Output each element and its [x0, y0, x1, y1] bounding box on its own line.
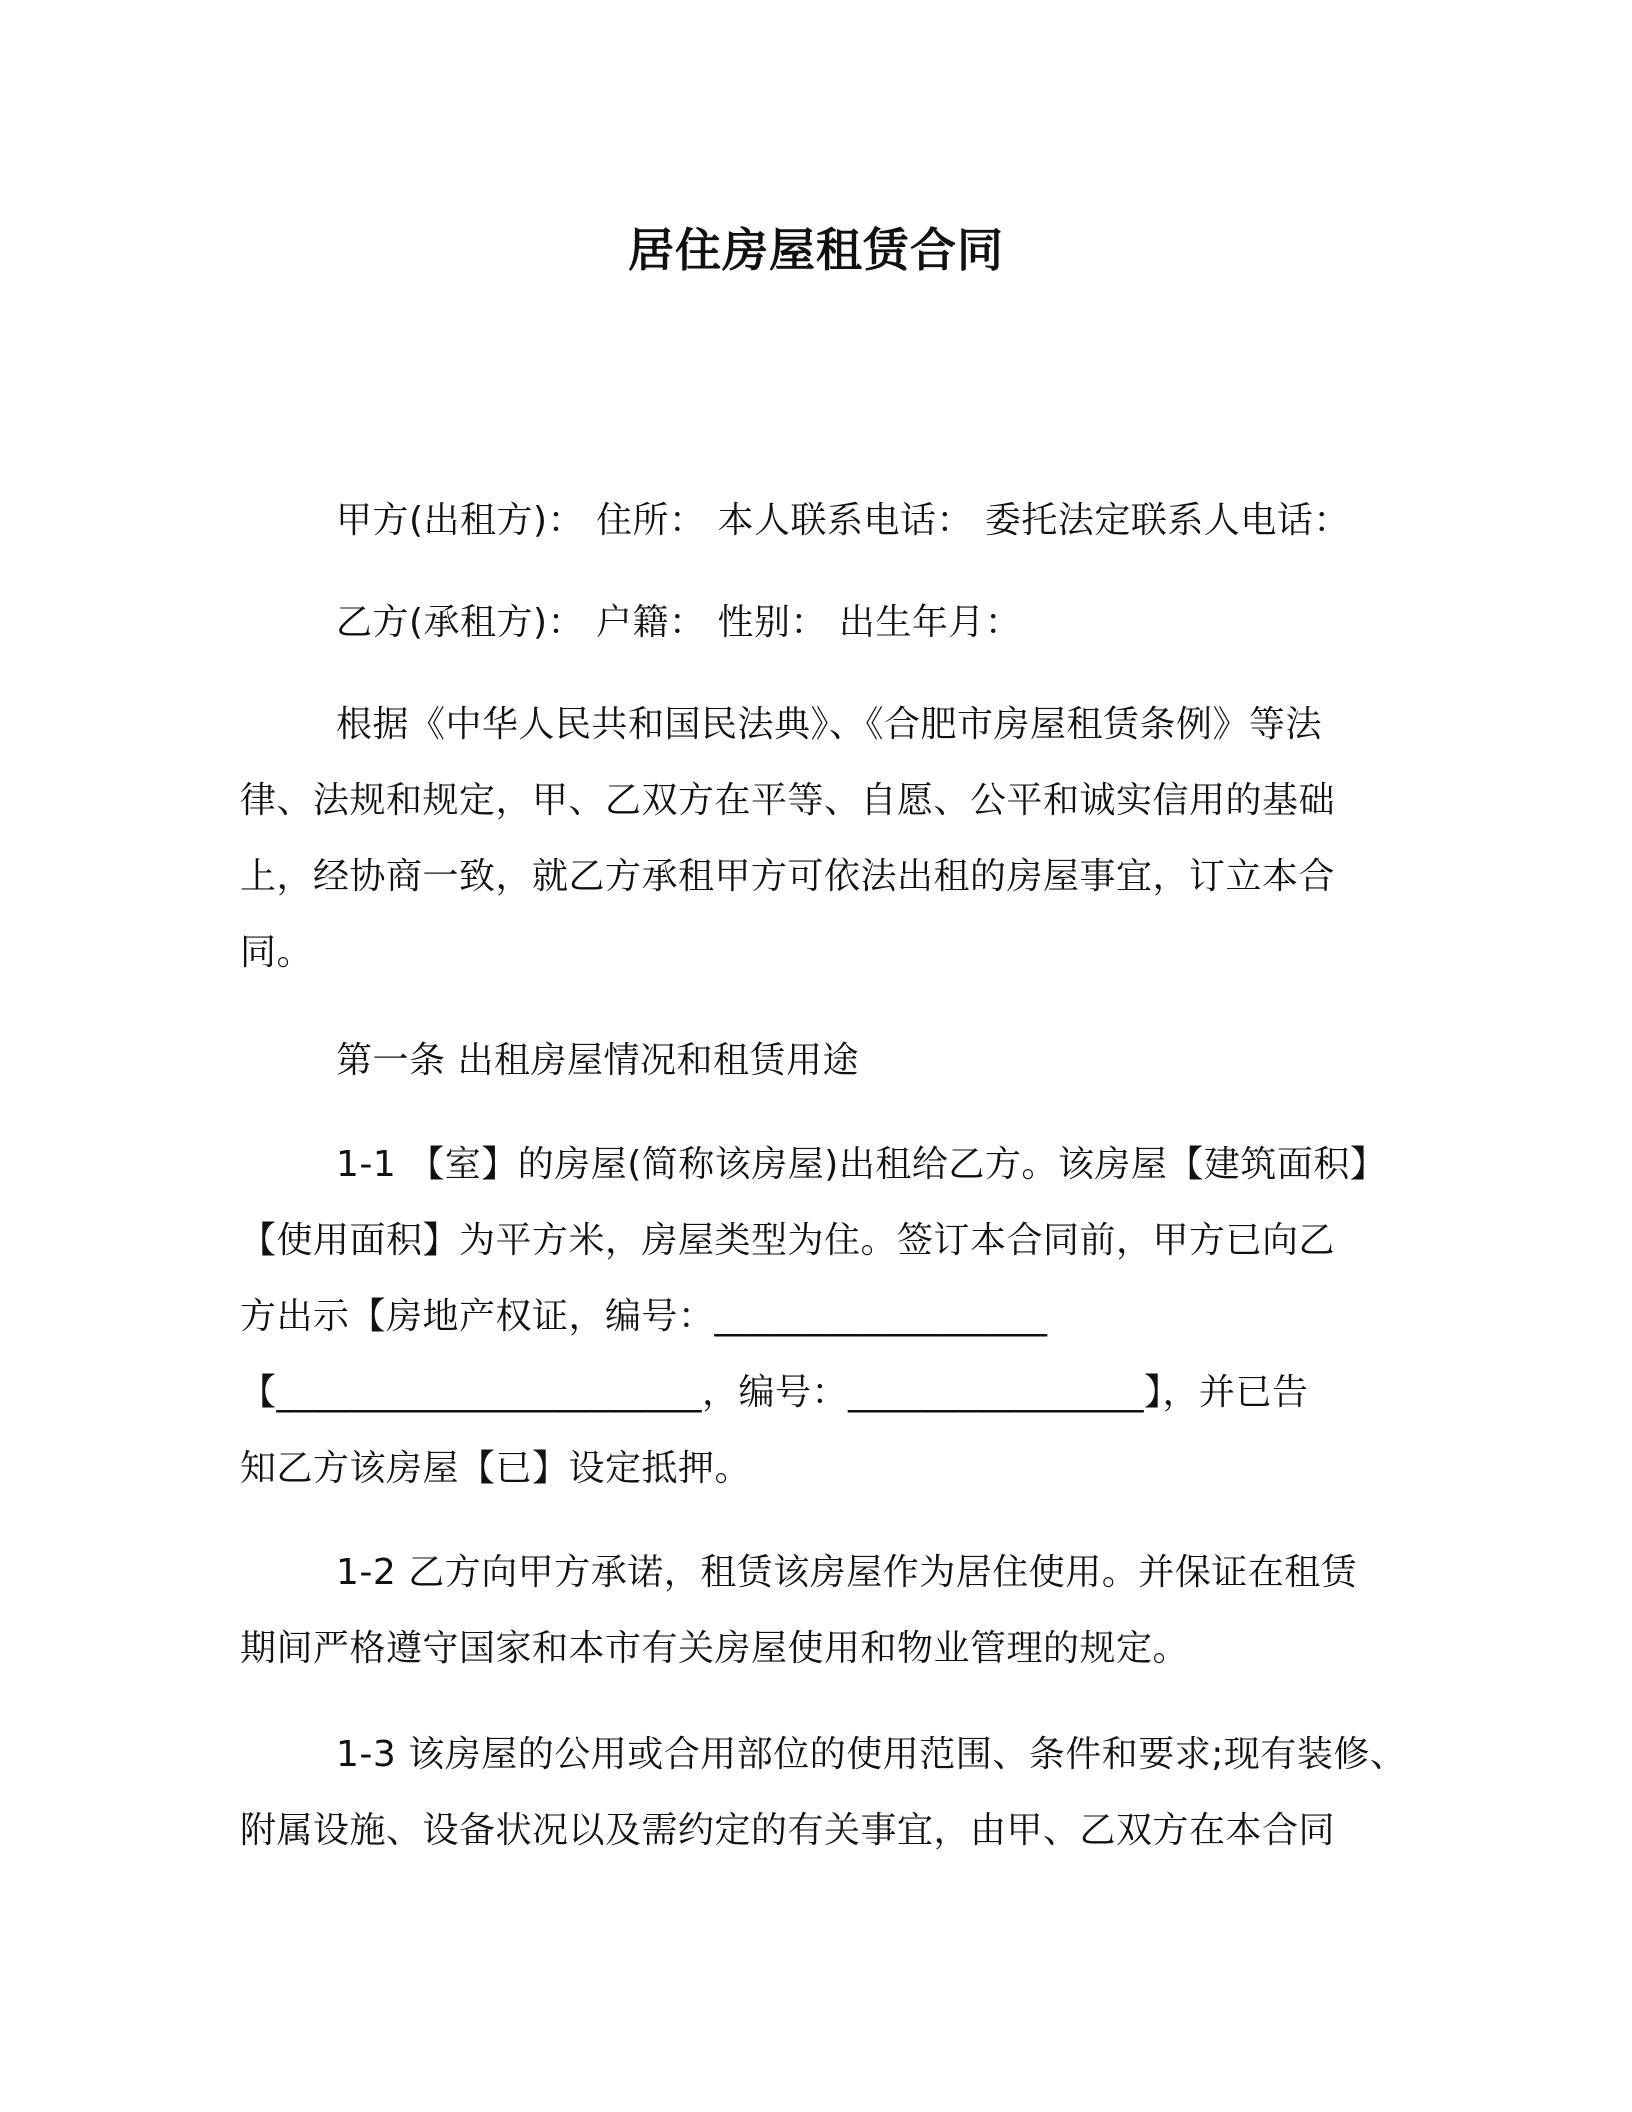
preamble-line-2: 律、法规和规定，甲、乙双方在平等、自愿、公平和诚实信用的基础 — [240, 780, 1336, 821]
preamble-line-1: 根据《中华人民共和国民法典》、《合肥市房屋租赁条例》等法 — [336, 704, 1323, 745]
clause-1-3-line-2: 附属设施、设备状况以及需约定的有关事宜，由甲、乙双方在本合同 — [240, 1810, 1336, 1851]
clause-1-3-line-1: 1-3 该房屋的公用或合用部位的使用范围、条件和要求;现有装修、 — [336, 1734, 1407, 1775]
clause-1-1-line-2: 【使用面积】为平方米，房屋类型为住。签订本合同前，甲方已向乙 — [240, 1220, 1336, 1261]
clause-1-1-line-1: 1-1 【室】的房屋(简称该房屋)出租给乙方。该房屋【建筑面积】 — [336, 1144, 1387, 1185]
preamble-line-3: 上，经协商一致，就乙方承租甲方可依法出租的房屋事宜，订立本合 — [240, 856, 1336, 897]
document-title: 居住房屋租赁合同 — [628, 223, 1004, 277]
clause-1-1-line-3: 方出示【房地产权证，编号：__________________ — [240, 1296, 1048, 1337]
party-a-line: 甲方(出租方)： 住所： 本人联系电话： 委托法定联系人电话： — [336, 500, 1350, 541]
preamble-line-4: 同。 — [240, 932, 314, 973]
party-b-line: 乙方(承租方)： 户籍： 性别： 出生年月： — [336, 602, 1022, 643]
clause-1-1-line-5: 知乙方该房屋【已】设定抵押。 — [240, 1448, 752, 1489]
clause-1-2-line-1: 1-2 乙方向甲方承诺，租赁该房屋作为居住使用。并保证在租赁 — [336, 1552, 1358, 1593]
article-1-heading: 第一条 出租房屋情况和租赁用途 — [336, 1040, 859, 1081]
clause-1-2-line-2: 期间严格遵守国家和本市有关房屋使用和物业管理的规定。 — [240, 1628, 1190, 1669]
clause-1-1-line-4: 【_______________________，编号：________________】，并已告 — [240, 1372, 1309, 1413]
